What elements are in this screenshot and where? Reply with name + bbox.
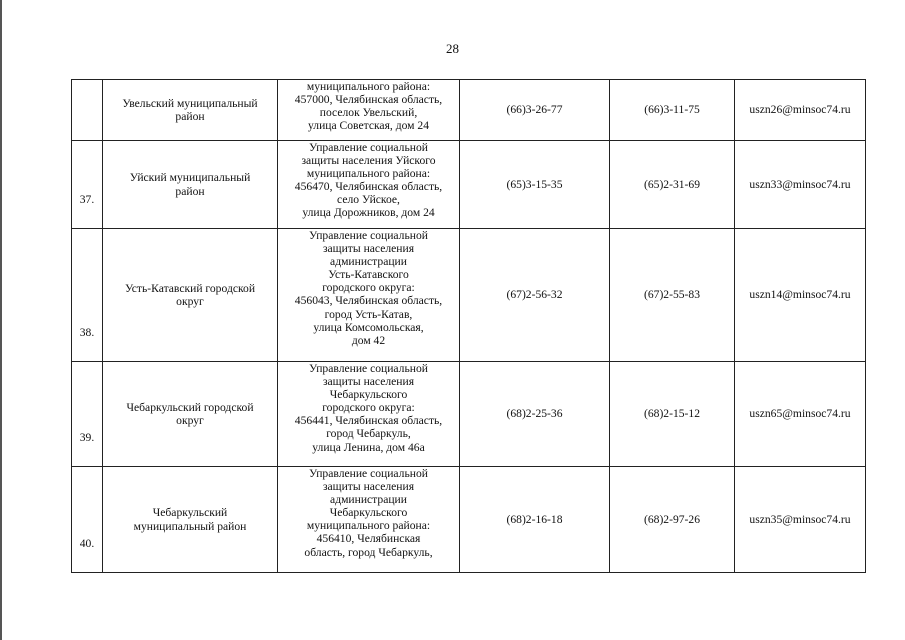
address-line: 456410, Челябинская [316, 532, 421, 546]
address-line: улица Дорожников, дом 24 [302, 206, 435, 220]
address-line: село Уйское, [337, 193, 400, 207]
address-line: поселок Увельский, [319, 106, 418, 120]
row-number-cell: 37. [72, 141, 103, 229]
fax-cell: (68)2-15-12 [610, 362, 735, 467]
address-line: муниципального района: [306, 167, 431, 181]
phone-cell: (65)3-15-35 [460, 141, 610, 229]
address-line: город Чебаркуль, [326, 427, 411, 441]
municipality-name-line: район [175, 184, 205, 198]
address-line: администрации [330, 493, 407, 507]
row-number-cell: 40. [72, 467, 103, 573]
address-line: город Усть-Катав, [324, 307, 413, 321]
address-line: защиты населения Уйского [301, 154, 436, 168]
municipality-name-line: округ [176, 295, 204, 308]
table-row [72, 141, 866, 229]
phone-cell: (66)3-26-77 [460, 80, 610, 141]
address-line: Управление социальной [309, 141, 428, 154]
address-line: 456441, Челябинская область, [294, 414, 443, 428]
address-cell [278, 362, 460, 467]
address-line: муниципального района: [306, 519, 431, 533]
table-row [72, 362, 866, 467]
address-cell [278, 467, 460, 573]
email-cell: uszn65@minsoc74.ru [735, 362, 866, 467]
municipality-name-line: Уйский муниципальный [129, 171, 251, 185]
email-cell: uszn14@minsoc74.ru [735, 229, 866, 362]
municipality-name-cell [103, 141, 278, 229]
email-cell: uszn33@minsoc74.ru [735, 141, 866, 229]
address-line: Управление социальной [309, 362, 428, 375]
municipality-name-line: муниципальный район [133, 519, 247, 533]
table-row [72, 229, 866, 362]
fax-cell: (67)2-55-83 [610, 229, 735, 362]
table-row [72, 80, 866, 141]
address-line: администрации [330, 255, 407, 269]
phone-cell: (68)2-16-18 [460, 467, 610, 573]
municipality-name-line: Чебаркульский [152, 506, 228, 520]
address-line: Управление социальной [309, 467, 428, 480]
municipality-name-line: Чебаркульский городской [126, 400, 254, 414]
address-cell [278, 141, 460, 229]
address-line: область, город Чебаркуль, [304, 545, 433, 559]
address-line: Чебаркульского [329, 388, 408, 402]
municipality-name-line: округ [176, 414, 204, 427]
address-line: улица Ленина, дом 46а [312, 440, 425, 454]
table-row [72, 467, 866, 573]
municipality-name-cell [103, 229, 278, 362]
fax-cell: (65)2-31-69 [610, 141, 735, 229]
address-line: защиты населения [322, 480, 415, 494]
address-line: 456043, Челябинская область, [294, 294, 443, 308]
page-number: 28 [446, 41, 459, 56]
municipality-name-cell [103, 467, 278, 573]
municipality-name-cell [103, 80, 278, 141]
fax-cell: (66)3-11-75 [610, 80, 735, 141]
address-line: муниципального района: [306, 80, 431, 93]
address-cell [278, 80, 460, 141]
address-line: защиты населения [322, 375, 415, 389]
address-line: Управление социальной [309, 229, 428, 242]
address-line: городского округа: [322, 401, 415, 415]
municipality-name-line: Увельский муниципальный [122, 96, 258, 110]
email-cell: uszn26@minsoc74.ru [735, 80, 866, 141]
row-number-cell [72, 80, 103, 141]
address-line: Чебаркульского [329, 506, 408, 520]
row-number-cell: 38. [72, 229, 103, 362]
address-line: городского округа: [322, 281, 415, 295]
address-line: улица Советская, дом 24 [308, 119, 429, 133]
phone-cell: (67)2-56-32 [460, 229, 610, 362]
address-cell [278, 229, 460, 362]
social-protection-directory-table [71, 79, 866, 573]
address-line: защиты населения [322, 242, 415, 256]
address-line: улица Комсомольская, [313, 320, 424, 334]
address-line: Усть-Катавского [328, 268, 409, 282]
municipality-name-cell [103, 362, 278, 467]
address-line: 456470, Челябинская область, [294, 180, 443, 194]
municipality-name-line: Усть-Катавский городской [124, 281, 256, 295]
scan-left-edge-line [0, 0, 2, 640]
municipality-name-line: район [175, 110, 205, 123]
address-line: 457000, Челябинская область, [294, 93, 443, 107]
phone-cell: (68)2-25-36 [460, 362, 610, 467]
address-line: дом 42 [351, 333, 386, 347]
email-cell: uszn35@minsoc74.ru [735, 467, 866, 573]
row-number-cell: 39. [72, 362, 103, 467]
fax-cell: (68)2-97-26 [610, 467, 735, 573]
